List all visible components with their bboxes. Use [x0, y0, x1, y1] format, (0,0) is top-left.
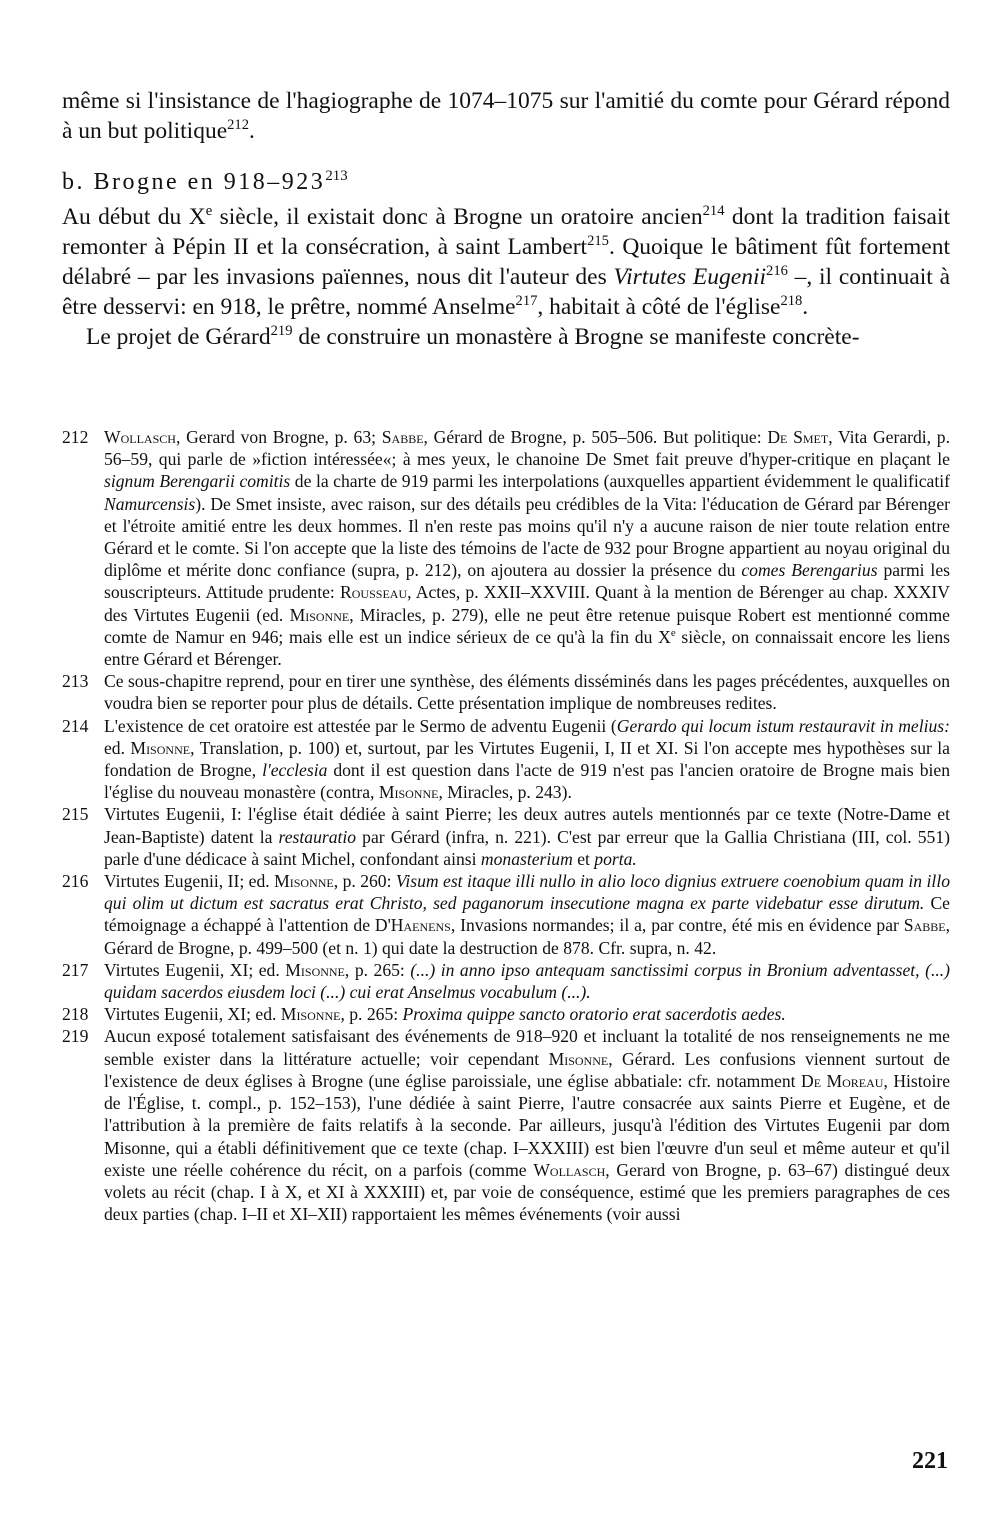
- footnote-text: [104, 959, 950, 1003]
- text-span: .: [802, 294, 809, 320]
- text-span: parmi les souscripteurs. Attitude prudente:: [104, 560, 950, 603]
- footnote-number: 218: [62, 1004, 89, 1025]
- italic-text: Gerardo qui locum istum restauravit in melius:: [616, 715, 950, 736]
- text-span: ed.: [104, 737, 131, 758]
- text-span: siècle, il existait donc à Brogne un oratoire ancien: [212, 204, 703, 230]
- italic-text: restauratio: [278, 826, 357, 847]
- footnote-text: [104, 1025, 950, 1225]
- footnote-number: 213: [62, 671, 89, 692]
- section-heading-text: b. Brogne en 918–923: [62, 169, 326, 195]
- text-span: , Gérard de Brogne, p. 499–500 (et n. 1) qui date la destruction de 878. Cfr. supra, n. 42.: [104, 915, 950, 958]
- author-name: De Moreau: [801, 1070, 884, 1091]
- paragraph-2: [62, 202, 950, 322]
- footnote-ref: 212: [227, 117, 249, 134]
- text-span: même si l'insistance de l'hagiographe de 1074–1075 sur l'amitié du comte pour Gérard répond à un but politique: [62, 88, 950, 144]
- text-span: , habitait à côté de l'église: [537, 294, 781, 320]
- footnote-ref: 219: [270, 323, 293, 340]
- footnotes: [62, 426, 950, 1225]
- text-span: , Gerard von Brogne, p. 63;: [175, 427, 382, 447]
- text-span: de la charte de 919 parmi les interpolations (auxquelles appartient évidemment le qualificatif: [290, 471, 950, 492]
- text-span: , Translation, p. 100) et, surtout, par les Virtutes Eugenii, I, II et XI. Si l'on accepte mes hypothèses sur la fondation de Brogne,: [104, 737, 950, 781]
- footnote: [62, 870, 950, 959]
- footnote: [62, 670, 950, 714]
- italic-text: monasterium: [480, 848, 573, 869]
- footnote-text: [104, 1003, 950, 1025]
- footnote-text: [104, 715, 950, 804]
- footnote-number: 215: [62, 804, 89, 825]
- text-span: , Gerard von Brogne, p. 63–67) distingué deux volets au récit (chap. I à X, et XI à XXXIII) et, par voie de conséquence, estimé que les premiers paragraphes de ces deux parties (chap. I–II et XI–XII) rapportaient les mêmes événements (voir aussi: [104, 1159, 950, 1225]
- superscript: e: [205, 203, 213, 220]
- italic-text: comes Berengarius: [741, 560, 878, 581]
- text-span: et: [572, 848, 595, 869]
- text-span: Virtutes Eugenii, II; ed.: [104, 871, 275, 892]
- footnote-ref: 216: [766, 263, 788, 280]
- footnote-number: 214: [62, 715, 89, 736]
- text-span: Virtutes Eugenii, XI; ed.: [104, 1004, 281, 1025]
- text-span: –, il continuait à être desservi: en 918, le prêtre, nommé Anselme: [62, 264, 951, 320]
- italic-title: Virtutes Eugenii: [613, 264, 767, 290]
- footnote: [62, 959, 950, 1003]
- footnote-ref: 218: [780, 293, 803, 310]
- author-name: Sabbe: [903, 915, 946, 936]
- text-span: de construire un monastère à Brogne se manifeste concrète-: [292, 324, 860, 350]
- text-span: . Quoique le bâtiment fût fortement délabré – par les invasions païennes, nous dit l'auteur des: [62, 234, 950, 290]
- author-name: Misonne: [274, 871, 334, 892]
- italic-text: (...) in anno ipso antequam sanctissimi corpus in Bronium adventasset, (...) quidam sacerdos eiusdem loci (...) cui erat Anselmus vocabulum (...).: [104, 959, 951, 1003]
- text-span: , Actes, p. XXII–XXVIII. Quant à la mention de Bérenger au chap. XXXIV des Virtutes Eugenii (ed.: [104, 582, 950, 625]
- footnote-ref: 214: [702, 203, 725, 220]
- text-span: Aucun exposé totalement satisfaisant des événements de 918–920 et incluant la totalité de nos renseignements ne me semble exister dans la littérature actuelle; voir cependant: [104, 1026, 950, 1069]
- footnote-number: 217: [62, 959, 89, 980]
- text-span: , Gérard. Les confusions viennent surtout de l'existence de deux églises à Brogne (une église paroissiale, une église abbatiale: cfr. notamment: [104, 1048, 950, 1091]
- text-span: , Vita Gerardi, p. 56–59, qui parle de »fiction intéressée«; à mes yeux, le chanoine De Smet fait preuve d'hyper-critique en plaçant le: [104, 427, 950, 470]
- italic-text: signum Berengarii comitis: [104, 471, 291, 492]
- italic-text: porta.: [594, 848, 637, 869]
- footnote: [62, 426, 950, 670]
- paragraph-3: [62, 322, 950, 352]
- text-span: ). De Smet insiste, avec raison, sur des détails peu crédibles de la Vita: l'éducation de Gérard par Bérenger et l'étroite amitié entre les deux hommes. Il n'en reste pas moins qu'il n'y a aucune raison de nier toute relation entre Gérard et le comte. Si l'on accepte que la liste des témoins de l'acte de 932 pour Brogne appartient au noyau original du diplôme et mérite donc confiance (supra, p. 212), on ajoutera au dossier la présence du: [104, 493, 950, 581]
- text-span: siècle, on connaissait encore les liens entre Gérard et Bérenger.: [104, 626, 951, 670]
- text-span: Au début du X: [62, 204, 206, 230]
- text-span: Le projet de Gérard: [86, 324, 271, 350]
- footnote: [62, 715, 950, 804]
- footnote-text: [104, 670, 950, 714]
- author-name: Sabbe: [381, 427, 424, 447]
- section-heading: [62, 166, 950, 198]
- footnote-text: [104, 803, 950, 870]
- text-span: Ce témoignage a échappé à l'attention de: [104, 893, 950, 936]
- italic-text: Proxima quippe sancto oratorio erat sacerdotis aedes.: [402, 1004, 786, 1025]
- text-span: .: [248, 118, 255, 144]
- author-name: Misonne: [130, 737, 191, 758]
- footnote-number: 216: [62, 871, 89, 892]
- paragraph-1: [62, 86, 950, 146]
- text-span: , Miracles, p. 243).: [438, 782, 572, 803]
- author-name: Rousseau: [340, 582, 408, 603]
- text-span: , Invasions normandes; il a, par contre, été mis en évidence par: [450, 915, 904, 936]
- footnote-ref: 213: [325, 168, 348, 184]
- italic-text: Namurcensis: [104, 493, 196, 514]
- footnote-number: 212: [62, 427, 89, 447]
- italic-text: Visum est itaque illi nullo in alio loco dignius extruere coenobium quam in illo qui olim ut dictum est sacratus erat Christo, sed paganorum insecutione magna ex parte videbatur esse dirutum.: [104, 871, 951, 914]
- author-name: Misonne: [285, 959, 345, 980]
- footnote-text: [104, 426, 950, 670]
- footnote-text: [104, 870, 950, 959]
- author-name: Misonne: [280, 1004, 341, 1025]
- author-name: Wollasch: [533, 1159, 606, 1180]
- author-name: Misonne: [378, 782, 439, 803]
- footnote-ref: 215: [587, 233, 609, 250]
- author-name: Misonne: [548, 1048, 609, 1069]
- author-name: De Smet: [767, 427, 829, 447]
- text-span: Ce sous-chapitre reprend, pour en tirer une synthèse, des éléments disséminés dans les pages précédentes, auxquelles on voudra bien se reporter pour plus de détails. Cette présentation implique de nombreuses redites.: [104, 671, 950, 714]
- text-span: dont il est question dans l'acte de 919 n'est pas l'ancien oratoire de Brogne mais bien l'église du nouveau monastère (contra,: [104, 760, 950, 803]
- text-span: L'existence de cet oratoire est attestée par le Sermo de adventu Eugenii (: [104, 715, 617, 736]
- italic-text: l'ecclesia: [262, 760, 328, 781]
- author-name: Misonne: [289, 604, 350, 625]
- text-span: , Gérard de Brogne, p. 505–506. But politique:: [423, 427, 768, 447]
- footnote: [62, 1003, 950, 1025]
- main-text: [62, 86, 950, 352]
- author-name: Wollasch: [104, 427, 176, 447]
- author-name: D'Haenens: [374, 915, 451, 936]
- superscript: e: [670, 626, 676, 639]
- text-span: , p. 260:: [333, 871, 396, 892]
- text-span: Virtutes Eugenii, XI; ed.: [104, 959, 286, 980]
- text-span: dont la tradition faisait remonter à Pépin II et la consécration, à saint Lambert: [62, 204, 951, 260]
- text-span: par Gérard (infra, n. 221). C'est par erreur que la Gallia Christiana (III, col. 551) parle d'une dédicace à saint Michel, confondant ainsi: [104, 826, 950, 869]
- footnote-number: 219: [62, 1026, 89, 1047]
- text-span: Virtutes Eugenii, I: l'église était dédiée à saint Pierre; les deux autres autels mentionnés par ce texte (Notre-Dame et Jean-Baptiste) datent la: [104, 804, 950, 847]
- footnote: [62, 803, 950, 870]
- text-span: , p. 265:: [344, 959, 411, 980]
- page-number: 221: [912, 1448, 948, 1474]
- text-span: , p. 265:: [340, 1004, 403, 1025]
- footnote: [62, 1025, 950, 1225]
- text-span: , Miracles, p. 279), elle ne peut être retenue puisque Robert est mentionné comme comte de Namur en 946; mais elle est un indice sérieux de ce qu'à la fin du X: [104, 604, 950, 647]
- text-span: , Histoire de l'Église, t. compl., p. 152–153), l'une dédiée à saint Pierre, l'autre consacrée aux saints Pierre et Eugène, et de l'attribution à la première de faits relatifs à la seconde. Par ailleurs, jusqu'à l'édition des Virtutes Eugenii par dom Misonne, qui a établi définitivement que ce texte (chap. I–XXXIII) est bien l'œuvre d'un seul et même auteur et qu'il existe une réelle cohérence du récit, on a parfois (comme: [104, 1070, 950, 1180]
- footnote-ref: 217: [515, 293, 538, 310]
